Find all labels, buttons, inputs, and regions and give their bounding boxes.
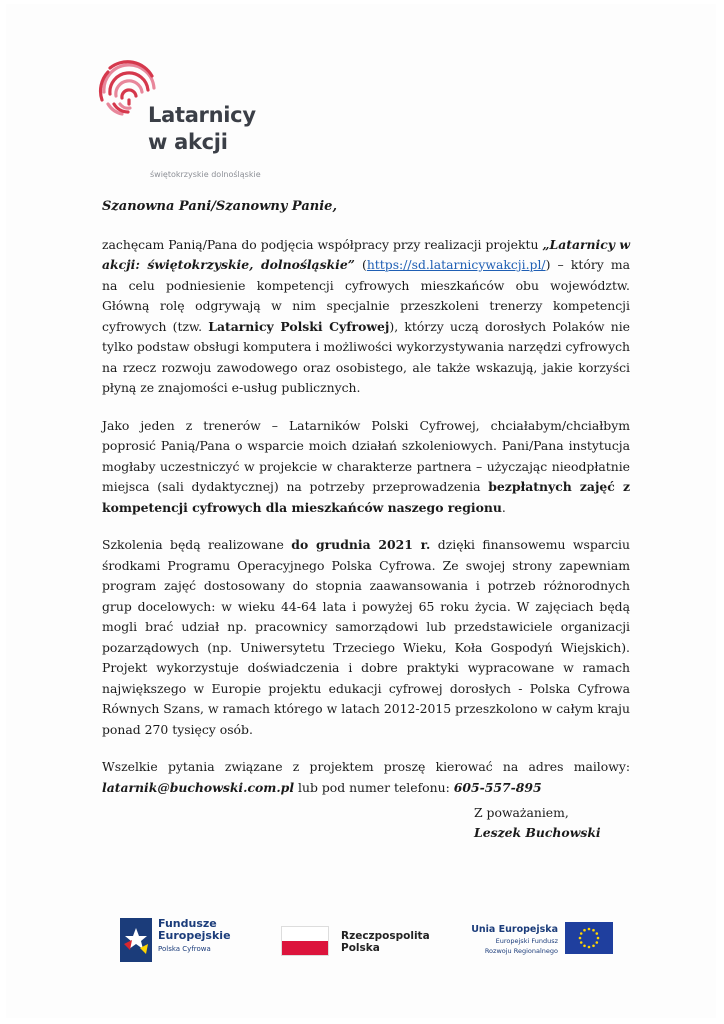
- polish-flag-icon: [281, 926, 329, 956]
- free-classes-bold: bezpłatnych zajęć z kompetencji cyfrowych dla mieszkańców naszego regionu: [102, 479, 630, 515]
- fe-subtitle: Polska Cyfrowa: [158, 945, 211, 953]
- project-link[interactable]: https://sd.latarnicywakcji.pl/: [366, 257, 546, 272]
- p1-text-2: (: [354, 257, 367, 272]
- fe-line-2: Europejskie: [158, 929, 231, 942]
- fundusze-star-icon: [120, 918, 152, 962]
- ue-sub-2: Rozwoju Regionalnego: [484, 947, 558, 955]
- project-name: „Latarnicy w akcji: świętokrzyskie, dolnośląskie”: [102, 236, 630, 272]
- signature-block: [474, 803, 601, 843]
- brand-line-1: Latarnicy: [148, 103, 256, 127]
- p1-text-4: ), którzy uczą dorosłych Polaków nie tylko podstaw obsługi komputera i możliwości wykorzystywania narzędzi cyfrowych na rzecz rozwoju zawodowego oraz osobistego, ale także wskazują, jakie korzyści płyną ze znajomości e-usług publicznych.: [102, 318, 630, 395]
- p1-text-1: zachęcam Panią/Pana do podjęcia współpracy przy realizacji projektu: [102, 236, 543, 252]
- greeting: Szanowna Pani/Szanowny Panie,: [102, 199, 337, 214]
- ue-sub-1: Europejski Fundusz: [495, 937, 558, 945]
- fe-line-1: Fundusze: [158, 917, 217, 930]
- p2-text-1: Jako jeden z trenerów – Latarników Polski Cyfrowej, chciałabym/chciałbym poprosić Panią/Pana o wsparcie moich działań szkoleniowych. Pani/Pana instytucja mogłaby uczestniczyć w projekcie w charakterze partnera – użyczając nieodpłatnie miejsca (sali dydaktycznej) na potrzeby przeprowadzenia: [102, 417, 630, 494]
- paragraph-4: [102, 757, 630, 798]
- email-address[interactable]: latarnik@buchowski.com.pl: [102, 779, 295, 795]
- closing: Z poważaniem,: [474, 805, 569, 820]
- brand-line-2: w akcji: [148, 130, 228, 154]
- p3-text-1: Szkolenia będą realizowane: [102, 537, 292, 552]
- latarnicy-bold: Latarnicy Polski Cyfrowej: [208, 318, 390, 334]
- paragraph-2: [102, 416, 630, 519]
- deadline-bold: do grudnia 2021 r.: [291, 537, 431, 552]
- eu-flag-icon: [565, 922, 613, 954]
- p1-text-3: ) – który ma na celu podniesienie kompetencji cyfrowych mieszkańców obu województw. Główną rolę odgrywają w nim specjalnie przeszkoleni trenerzy kompetencji cyfrowych (tzw.: [102, 257, 631, 334]
- phone-number: 605-557-895: [453, 779, 542, 795]
- p3-text-2: dzięki finansowemu wsparciu środkami Programu Operacyjnego Polska Cyfrowa. Ze swojej strony zapewniam program zajęć dostosowany do stopnia zaawansowania i potrzeb różnorodnych grup docelowych: w wieku 44-64 lata i powyżej 65 roku życia. W zajęciach będą mogli brać udział np. pracownicy samorządowi lub przedstawiciele organizacji pozarządowych (np. Uniwersytetu Trzeciego Wieku, Koła Gospodyń Wiejskich). Projekt wykorzystuje doświadczenia i dobre praktyki wypracowane w ramach największego w Europie projektu edukacji cyfrowej dorosłych - Polska Cyfrowa Równych Szans, w ramach którego w latach 2012-2015 przeszkolono w całym kraju ponad 270 tysięcy osób.: [102, 537, 630, 737]
- rp-line-2: Polska: [341, 942, 380, 954]
- p2-text-2: .: [501, 499, 506, 515]
- funding-logos: [0, 912, 724, 972]
- p4-text-1: Wszelkie pytania związane z projektem proszę kierować na adres mailowy:: [102, 759, 630, 774]
- brand-subtitle: świętokrzyskie dolnośląskie: [150, 170, 261, 179]
- p4-text-2: lub pod numer telefonu:: [294, 779, 454, 795]
- rp-line-1: Rzeczpospolita: [341, 930, 430, 942]
- letter-body: [102, 197, 630, 815]
- paragraph-3: [102, 535, 630, 740]
- letterhead: [98, 52, 298, 187]
- paragraph-1: [102, 235, 630, 399]
- ue-title: Unia Europejska: [471, 924, 558, 935]
- brand-name: [148, 102, 256, 156]
- signature-name: Leszek Buchowski: [474, 825, 601, 840]
